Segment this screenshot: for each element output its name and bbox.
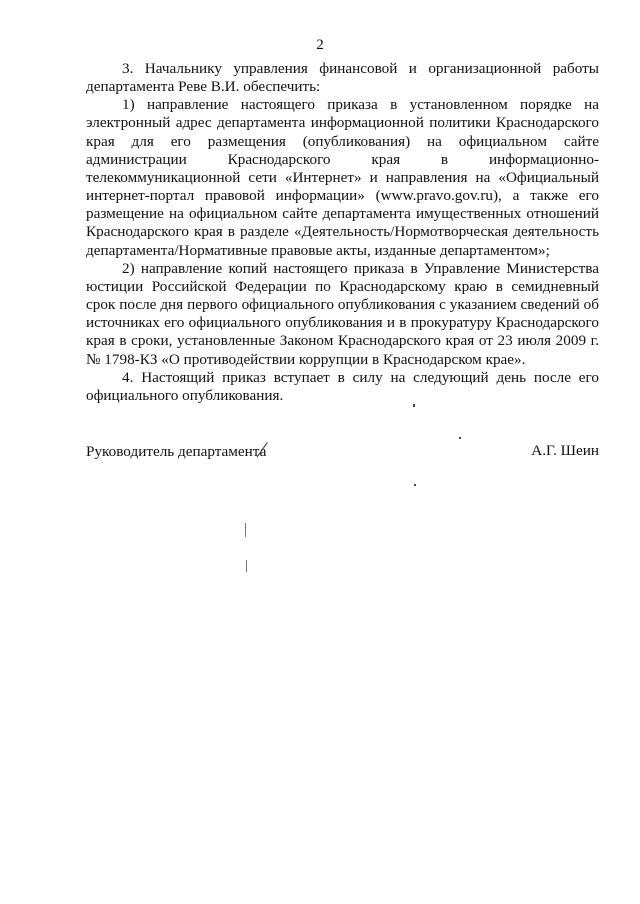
- paragraph-item-4: 4. Настоящий приказ вступает в силу на следующий день после его официального опубликования.: [86, 368, 599, 404]
- scan-speck: [413, 404, 415, 407]
- paragraph-subitem-1: 1) направление настоящего приказа в установленном порядке на электронный адрес департамента информационной политики Краснодарского края для его размещения (опубликования) на официальном сайте администрации Краснодарского края в информационно-телекоммуникационной сети «Интернет» и направления на «Официальный интернет-портал правовой информации» (www.pravo.gov.ru), а также его размещение на официальном сайте департамента имущественных отношений Краснодарского края в разделе «Деятельность/Нормотворческая деятельность департамента/Нормативные правовые акты, изданные департаментом»;: [86, 96, 599, 259]
- scan-speck: [459, 437, 461, 439]
- page-number: 2: [316, 37, 324, 53]
- signatory-name: А.Г. Шеин: [531, 442, 599, 459]
- scan-speck: [414, 484, 416, 486]
- scan-speck: [246, 560, 247, 572]
- signatory-position: Руководитель департамента: [86, 442, 274, 461]
- paragraph-subitem-2: 2) направление копий настоящего приказа в Управление Министерства юстиции Российской Федерации по Краснодарскому краю в семидневный срок после дня первого официального опубликования с указанием сведений об источниках его официального опубликования и в прокуратуру Краснодарского края в сроки, установленные Законом Краснодарского края от 23 июля 2009 г. № 1798-КЗ «О противодействии коррупции в Краснодарском крае».: [86, 259, 599, 368]
- document-body: [86, 60, 599, 405]
- signature-stroke: [266, 442, 274, 456]
- signature-block: [86, 442, 599, 461]
- paragraph-item-3: 3. Начальнику управления финансовой и организационной работы департамента Реве В.И. обеспечить:: [86, 60, 599, 96]
- scan-speck: [245, 523, 246, 537]
